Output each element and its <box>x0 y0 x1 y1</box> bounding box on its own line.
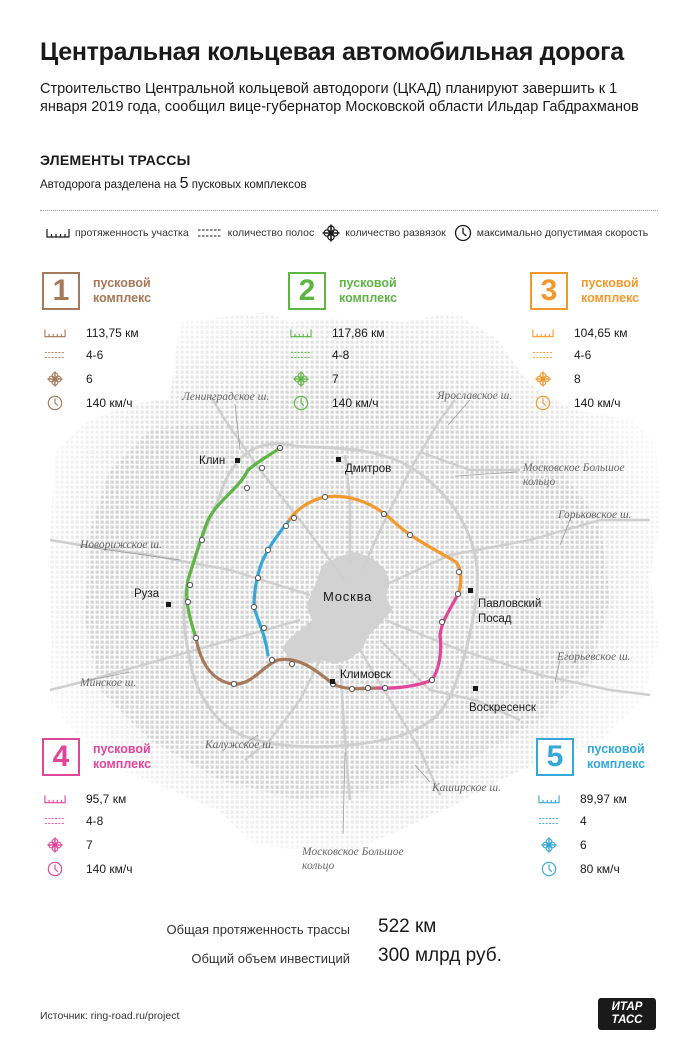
legend-lanes-label: количество полос <box>227 227 315 239</box>
complex-panel-1 <box>42 272 212 422</box>
complex-speed: 140 км/ч <box>574 396 621 410</box>
junction-marker <box>187 582 192 587</box>
lanes-icon <box>44 815 66 827</box>
junction-marker <box>381 511 386 516</box>
lanes-icon <box>290 349 312 361</box>
complex-junctions-row <box>44 835 93 855</box>
junction-marker <box>456 569 461 574</box>
ruler-icon <box>532 327 554 339</box>
complex-junctions: 6 <box>580 838 587 852</box>
complex-label-line1: пусковой <box>339 276 397 290</box>
legend-divider <box>40 210 658 211</box>
road-label-leningradskoe: Ленинградское ш. <box>182 391 270 403</box>
complex-label <box>339 276 459 306</box>
junction-marker <box>277 445 282 450</box>
complex-lanes-row <box>290 345 349 365</box>
complex-speed-row <box>532 393 620 413</box>
junction-marker <box>193 635 198 640</box>
junction-marker <box>349 686 354 691</box>
junction-icon <box>293 371 309 387</box>
junction-icon <box>541 837 557 853</box>
complex-lanes-row <box>44 811 103 831</box>
complex-length: 95,7 км <box>86 792 127 806</box>
lanes-icon <box>538 815 560 827</box>
junction-marker <box>259 465 264 470</box>
complex-label-line2: комплекс <box>93 757 152 771</box>
complex-lanes-row <box>44 345 103 365</box>
legend-speed <box>454 224 648 242</box>
complex-length: 113,75 км <box>86 326 139 340</box>
junction-marker <box>429 677 434 682</box>
complex-label-line1: пусковой <box>93 742 151 756</box>
road-label-kashirskoe: Каширское ш. <box>432 782 501 794</box>
ruler-icon <box>44 793 66 805</box>
complex-length-row <box>290 323 385 343</box>
lanes-icon <box>44 349 66 361</box>
speed-clock-icon <box>535 395 551 411</box>
junction-marker <box>289 661 294 666</box>
junction-icon <box>47 837 63 853</box>
town-label-klimovsk: Климовск <box>340 669 391 681</box>
source-note: Источник: ring-road.ru/project <box>40 1010 180 1022</box>
town-label-klin: Клин <box>199 455 226 467</box>
speed-clock-icon <box>454 224 472 242</box>
complex-label <box>93 276 213 306</box>
complex-panel-4 <box>42 738 212 888</box>
complex-lanes: 4 <box>580 814 587 828</box>
road-label-egoryevskoe: Егорьевское ш. <box>557 651 631 663</box>
town-marker-pavlovsky <box>468 588 473 593</box>
complex-number: 4 <box>42 738 80 776</box>
complex-junctions-row <box>538 835 587 855</box>
junction-marker <box>185 599 190 604</box>
complex-label-line1: пусковой <box>93 276 151 290</box>
logo-line1: ИТАР <box>611 1001 643 1013</box>
junction-icon <box>535 371 551 387</box>
complex-speed-row <box>538 859 620 879</box>
lanes-icon <box>532 349 554 361</box>
junction-marker <box>244 485 249 490</box>
legend-lanes <box>197 227 315 239</box>
complex-number: 1 <box>42 272 80 310</box>
complex-speed-row <box>44 859 132 879</box>
complex-number: 2 <box>288 272 326 310</box>
complex-speed-row <box>290 393 378 413</box>
town-label-pavlovsky-1: Павловский <box>478 598 542 610</box>
complex-label <box>581 276 700 306</box>
road-label-yaroslavskoe: Ярославское ш. <box>437 390 513 402</box>
legend-junctions-label: количество развязок <box>345 227 446 239</box>
junction-marker <box>382 685 387 690</box>
town-marker-voskresensk <box>473 686 478 691</box>
complex-lanes: 4-8 <box>86 814 104 828</box>
itar-tass-logo <box>598 998 656 1030</box>
road-label-mbk-south-1: Московское Большое <box>302 846 404 858</box>
complex-junctions-row <box>532 369 581 389</box>
town-marker-ruza <box>166 602 171 607</box>
subtitle-after: пусковых комплексов <box>191 179 307 191</box>
junction-marker <box>251 604 256 609</box>
complex-number: 3 <box>530 272 568 310</box>
legend <box>46 222 648 244</box>
complex-label <box>93 742 213 772</box>
speed-clock-icon <box>541 861 557 877</box>
complex-junctions: 7 <box>332 372 339 386</box>
total-length-value: 522 км <box>378 916 437 937</box>
legend-length-label: протяженность участка <box>75 227 189 239</box>
legend-speed-label: максимально допустимая скорость <box>476 227 649 239</box>
complex-lanes: 4-8 <box>332 348 350 362</box>
junction-marker <box>455 591 460 596</box>
junction-icon <box>47 371 63 387</box>
junction-marker <box>265 547 270 552</box>
town-marker-klimovsk <box>330 679 335 684</box>
ruler-icon <box>538 793 560 805</box>
complex-label <box>587 742 700 772</box>
town-marker-klin <box>235 458 240 463</box>
total-investment-label: Общий объем инвестиций <box>191 951 350 966</box>
total-length-label: Общая протяженность трассы <box>166 922 350 937</box>
complex-length-row <box>44 323 139 343</box>
complex-junctions-row <box>290 369 339 389</box>
junction-marker <box>199 537 204 542</box>
junction-icon <box>322 224 340 242</box>
complex-panel-2 <box>288 272 458 422</box>
section-title: ЭЛЕМЕНТЫ ТРАССЫ <box>40 152 191 168</box>
complex-lanes: 4-6 <box>574 348 592 362</box>
speed-clock-icon <box>47 395 63 411</box>
complex-junctions: 7 <box>86 838 93 852</box>
junction-marker <box>322 494 327 499</box>
complex-speed: 140 км/ч <box>86 862 133 876</box>
subtitle-before: Автодорога разделена на <box>40 179 177 191</box>
speed-clock-icon <box>293 395 309 411</box>
road-label-mbk-south-2: кольцо <box>302 860 335 872</box>
complex-number: 5 <box>536 738 574 776</box>
ruler-icon <box>46 227 70 239</box>
complex-length: 89,97 км <box>580 792 627 806</box>
complex-junctions-row <box>44 369 93 389</box>
subtitle-number: 5 <box>179 175 189 192</box>
complex-panel-3 <box>530 272 700 422</box>
speed-clock-icon <box>47 861 63 877</box>
complex-label-line2: комплекс <box>587 757 646 771</box>
complex-speed: 140 км/ч <box>332 396 379 410</box>
town-label-dmitrov: Дмитров <box>345 463 392 475</box>
ruler-icon <box>44 327 66 339</box>
complex-label-line2: комплекс <box>339 291 398 305</box>
complex-label-line1: пусковой <box>581 276 639 290</box>
junction-marker <box>407 532 412 537</box>
city-label-moscow: Москва <box>323 589 373 604</box>
logo-line2: ТАСС <box>611 1014 643 1026</box>
complex-label-line1: пусковой <box>587 742 645 756</box>
complex-lanes: 4-6 <box>86 348 104 362</box>
junction-marker <box>283 523 288 528</box>
junction-marker <box>231 681 236 686</box>
complex-length-row <box>44 789 126 809</box>
complex-label-line2: комплекс <box>93 291 152 305</box>
complex-speed: 80 км/ч <box>580 862 620 876</box>
town-label-voskresensk: Воскресенск <box>469 702 536 714</box>
town-label-ruza: Руза <box>134 588 160 600</box>
town-label-pavlovsky-2: Посад <box>478 613 512 625</box>
complex-length-row <box>538 789 627 809</box>
lead-text: Строительство Центральной кольцевой автодороги (ЦКАД) планируют завершить к 1 января 2019 года, сообщил вице-губернатор Московской области Ильдар Габдрахманов <box>40 81 639 115</box>
town-marker-dmitrov <box>336 457 341 462</box>
road-label-kaluzhskoe: Калужское ш. <box>205 739 274 751</box>
road-label-mbk-north-1: Московское Большое <box>523 462 625 474</box>
complex-length: 117,86 км <box>332 326 385 340</box>
complex-lanes-row <box>538 811 587 831</box>
junction-marker <box>365 685 370 690</box>
junction-marker <box>261 625 266 630</box>
road-label-novorizhskoe: Новорижское ш. <box>80 539 162 551</box>
complex-panel-5 <box>536 738 700 888</box>
legend-length <box>46 227 189 239</box>
section-subtitle <box>40 175 307 193</box>
junction-marker <box>439 619 444 624</box>
complex-speed-row <box>44 393 132 413</box>
page-title: Центральная кольцевая автомобильная дорога <box>40 38 624 66</box>
total-investment-value: 300 млрд руб. <box>378 945 502 966</box>
complex-length: 104,65 км <box>574 326 628 340</box>
complex-junctions: 8 <box>574 372 581 386</box>
complex-junctions: 6 <box>86 372 93 386</box>
ruler-icon <box>290 327 312 339</box>
junction-marker <box>291 515 296 520</box>
complex-label-line2: комплекс <box>581 291 640 305</box>
complex-length-row <box>532 323 628 343</box>
junction-marker <box>269 657 274 662</box>
road-label-mbk-north-2: кольцо <box>523 476 556 488</box>
complex-lanes-row <box>532 345 591 365</box>
road-label-minskoe: Минское ш. <box>80 677 137 689</box>
lanes-icon <box>197 227 223 239</box>
junction-marker <box>255 575 260 580</box>
road-label-gorkovskoe: Горьковское ш. <box>558 509 632 521</box>
complex-speed: 140 км/ч <box>86 396 133 410</box>
legend-junctions <box>322 224 446 242</box>
